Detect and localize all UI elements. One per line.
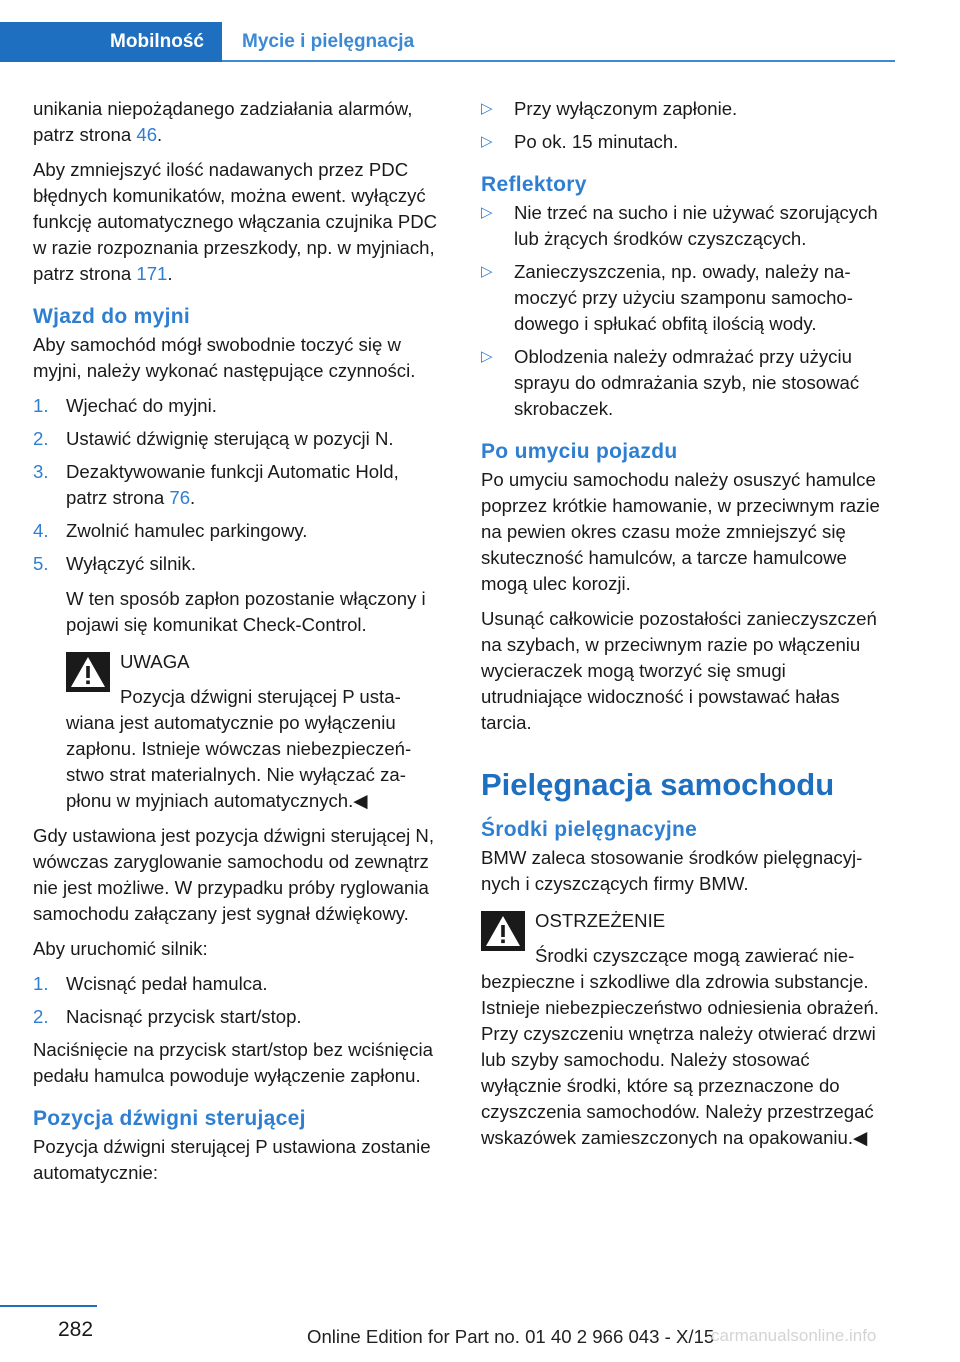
- step-text: Wjechać do myjni.: [66, 395, 217, 416]
- text: .: [157, 124, 163, 145]
- list-item: [33, 459, 443, 511]
- step-text: Zwolnić hamulec parkingowy.: [66, 520, 308, 541]
- step-number: 2.: [33, 1006, 49, 1027]
- bullet-text: Nie trzeć na sucho i nie używać szorujących lub żrących środków czyszczących.: [514, 202, 878, 249]
- list-item: [481, 259, 891, 337]
- heading-after-wash: Po umyciu pojazdu: [481, 440, 678, 463]
- bullet-text: Oblodzenia należy odmrażać przy użyciu sprayu do odmrażania szyb, nie stosować skrobaczek.: [514, 346, 860, 419]
- paragraph: [33, 96, 443, 148]
- heading-headlights: Reflektory: [481, 173, 587, 196]
- page-link[interactable]: 76: [169, 487, 191, 508]
- warning-box: [481, 908, 891, 1151]
- step-text: Ustawić dźwignię sterującą w pozycji N.: [66, 428, 394, 449]
- step-text: Nacisnąć przycisk start/stop.: [66, 1006, 302, 1027]
- watermark: carmanualsonline.info: [711, 1326, 877, 1345]
- list-item: [33, 518, 443, 544]
- triangle-bullet-icon: ▷: [481, 348, 493, 365]
- section-tab: [0, 22, 222, 62]
- triangle-bullet-icon: ▷: [481, 100, 493, 117]
- paragraph: [33, 157, 443, 287]
- step-number: 3.: [33, 461, 49, 482]
- step-note: W ten sposób zapłon pozostanie włączony i pojawi się komunikat Check-Control.: [66, 588, 426, 635]
- section-tab-label: Mobilność: [110, 31, 204, 52]
- left-column: [33, 96, 443, 1195]
- warning-box: [66, 649, 443, 814]
- list-item: [33, 1004, 443, 1030]
- step-number: 5.: [33, 553, 49, 574]
- lever-bullets: [481, 96, 891, 155]
- paragraph: BMW zaleca stosowanie środków pielęgnacyjnych i czyszczących firmy BMW.: [481, 847, 863, 894]
- list-item: [33, 551, 443, 638]
- list-item: [481, 129, 891, 155]
- heading-car-wash: Wjazd do myjni: [33, 305, 191, 328]
- bullet-text: Po ok. 15 minutach.: [514, 131, 679, 152]
- warning-title: UWAGA: [120, 651, 190, 672]
- paragraph: Po umyciu samochodu należy osuszyć hamulce poprzez krótkie hamowanie, w przeciwnym razie na pewien okres czasu może zmniejszyć się skuteczność hamulców, a tarcze hamulcowe mogą ulec korozji.: [481, 469, 880, 594]
- text: .: [167, 263, 173, 284]
- header-divider: [222, 60, 895, 62]
- step-text: Dezaktywowanie funkcji Automatic Hold, patrz strona: [66, 461, 399, 508]
- list-item: [481, 96, 891, 122]
- list-item: [33, 426, 443, 452]
- warning-text: Środki czyszczące mogą zawierać niebezpieczne i szkodliwe dla zdrowia substancje. Istnieje niebezpieczeństwo odniesienia obrażeń. Przy czyszczeniu wnętrza należy otwierać drzwi lub szyby samochodu. Należy stosować wyłącznie środki, które są przeznaczone do czyszczenia samochodów. Należy przestrzegać wskazówek zamieszczonych na opakowaniu.◀: [481, 945, 879, 1148]
- bullet-text: Zanieczyszczenia, np. owady, należy namoczyć przy użyciu szamponu samochodowego i spłukać obfitą ilością wody.: [514, 261, 853, 334]
- step-text: Wcisnąć pedał hamulca.: [66, 973, 268, 994]
- bullet-text: Przy wyłączonym zapłonie.: [514, 98, 738, 119]
- paragraph: Naciśnięcie na przycisk start/stop bez wciśnięcia pedału hamulca powoduje wyłączenie zapłonu.: [33, 1039, 433, 1086]
- step-text: .: [190, 487, 196, 508]
- paragraph: Usunąć całkowicie pozostałości zanieczyszczeń na szybach, w przeciwnym razie po włączeniu wycieraczek mogą tworzyć się smugi utrudniające widoczność i powstawać hałas tarcia.: [481, 608, 877, 733]
- text: Aby zmniejszyć ilość nadawanych przez PDC błędnych komunikatów, można ewent. wyłączyć funkcję automatycznego włączania czujnika PDC w razie rozpoznania przeszkody, np. w myjniach, patrz strona: [33, 159, 438, 284]
- warning-icon: [481, 911, 525, 951]
- edition-text: Online Edition for Part no. 01 40 2 966 043 - X/15: [307, 1326, 715, 1347]
- start-steps-list: [33, 971, 443, 1030]
- edition-info: [307, 1326, 877, 1348]
- subsection-tab-label: Mycie i pielęgnacja: [242, 31, 415, 52]
- step-number: 1.: [33, 973, 49, 994]
- paragraph: Aby uruchomić silnik:: [33, 938, 208, 959]
- page-link[interactable]: 171: [136, 263, 168, 284]
- footer-divider: [0, 1305, 97, 1307]
- step-text: Wyłączyć silnik.: [66, 553, 197, 574]
- triangle-bullet-icon: ▷: [481, 263, 493, 280]
- triangle-bullet-icon: ▷: [481, 133, 493, 150]
- list-item: [33, 393, 443, 419]
- warning-icon: [66, 652, 110, 692]
- page-header: [0, 22, 895, 62]
- heading-care-products: Środki pielęgnacyjne: [481, 818, 698, 841]
- heading-lever-position: Pozycja dźwigni sterującej: [33, 1107, 306, 1130]
- warning-title: OSTRZEŻENIE: [535, 910, 666, 931]
- step-number: 4.: [33, 520, 49, 541]
- warning-text: Pozycja dźwigni sterującej P ustawiana jest automatycznie po wyłączeniu zapłonu. Istnieje wówczas niebezpieczeństwo strat materialnych. Nie wyłączać zapłonu w myjniach automatycznych.◀: [66, 686, 412, 811]
- step-number: 1.: [33, 395, 49, 416]
- text: unikania niepożądanego zadziałania alarmów, patrz strona: [33, 98, 413, 145]
- list-item: [481, 200, 891, 252]
- step-number: 2.: [33, 428, 49, 449]
- list-item: [33, 971, 443, 997]
- page-link[interactable]: 46: [136, 124, 158, 145]
- paragraph: Gdy ustawiona jest pozycja dźwigni sterującej N, wówczas zaryglowanie samochodu od zewnątrz nie jest możliwe. W przypadku próby ryglowania samochodu załączany jest sygnał dźwiękowy.: [33, 825, 434, 924]
- paragraph: Pozycja dźwigni sterującej P ustawiona zostanie automatycznie:: [33, 1136, 431, 1183]
- wash-steps-list: [33, 393, 443, 638]
- right-column: [481, 96, 891, 1160]
- headlight-bullets: [481, 200, 891, 422]
- list-item: [481, 344, 891, 422]
- heading-car-care: Pielęgnacja samochodu: [481, 767, 835, 802]
- triangle-bullet-icon: ▷: [481, 204, 493, 221]
- page-number: 282: [58, 1318, 94, 1341]
- paragraph: Aby samochód mógł swobodnie toczyć się w myjni, należy wykonać następujące czynności.: [33, 334, 416, 381]
